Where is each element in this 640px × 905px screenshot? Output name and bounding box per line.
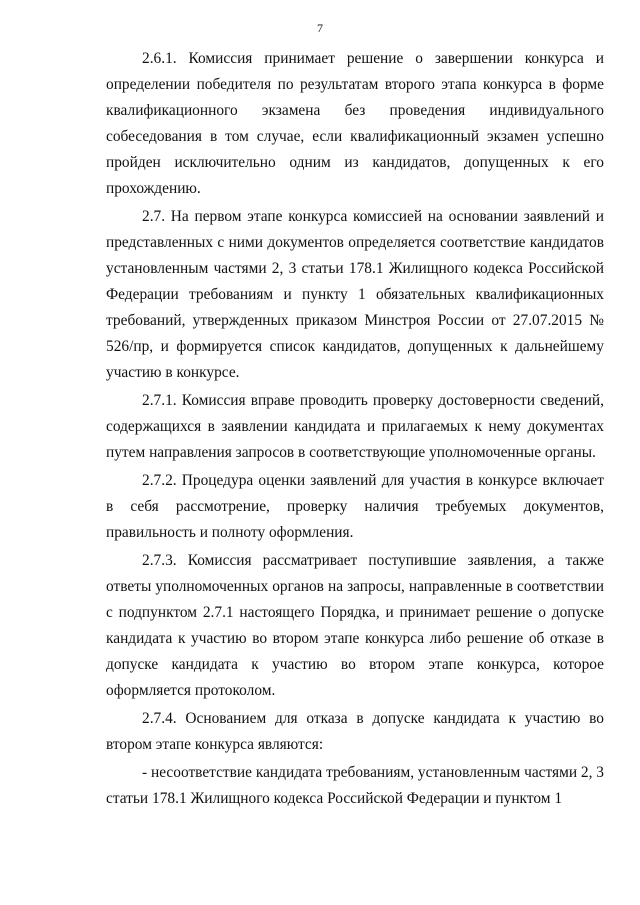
paragraph-2-7-1: 2.7.1. Комиссия вправе проводить проверку достоверности сведений, содержащихся в заявлении кандидата и прилагаемых к нему документах путем направления запросов в соответствующие уполномоченные органы. bbox=[106, 392, 604, 461]
page-number: 7 bbox=[317, 21, 323, 35]
paragraph-2-6-1: 2.6.1. Комиссия принимает решение о завершении конкурса и определении победителя по результатам второго этапа конкурса в форме квалификационного экзамена без проведения индивидуального собеседования в том случае, если квалификационный экзамен успешно пройден исключительно одним из кандидатов, допущенных к его прохождению. bbox=[106, 50, 604, 197]
paragraph-2-7-3: 2.7.3. Комиссия рассматривает поступившие заявления, а также ответы уполномоченных органов на запросы, направленные в соответствии с подпунктом 2.7.1 настоящего Порядка, и принимает решение о допуске кандидата к участию во втором этапе конкурса либо решение об отказе в допуске кандидата к участию во втором этапе конкурса, которое оформляется протоколом. bbox=[106, 552, 604, 699]
list-item-criterion-1: - несоответствие кандидата требованиям, установленным частями 2, 3 статьи 178.1 Жилищного кодекса Российской Федерации и пунктом 1 bbox=[106, 764, 605, 807]
paragraph-2-7-2: 2.7.2. Процедура оценки заявлений для участия в конкурсе включает в себя рассмотрение, проверку наличия требуемых документов, правильность и полноту оформления. bbox=[106, 472, 604, 541]
paragraph-2-7: 2.7. На первом этапе конкурса комиссией на основании заявлений и представленных с ними документов определяется соответствие кандидатов установленным частями 2, 3 статьи 178.1 Жилищного кодекса Российской Федерации требованиям и пункту 1 обязательных квалификационных требований, утвержденных приказом Минстроя России от 27.07.2015 № 526/пр, и формируется список кандидатов, допущенных к дальнейшему участию в конкурсе. bbox=[106, 208, 604, 381]
paragraph-2-7-4: 2.7.4. Основанием для отказа в допуске кандидата к участию во втором этапе конкурса являются: bbox=[106, 710, 604, 753]
document-body bbox=[106, 46, 604, 814]
